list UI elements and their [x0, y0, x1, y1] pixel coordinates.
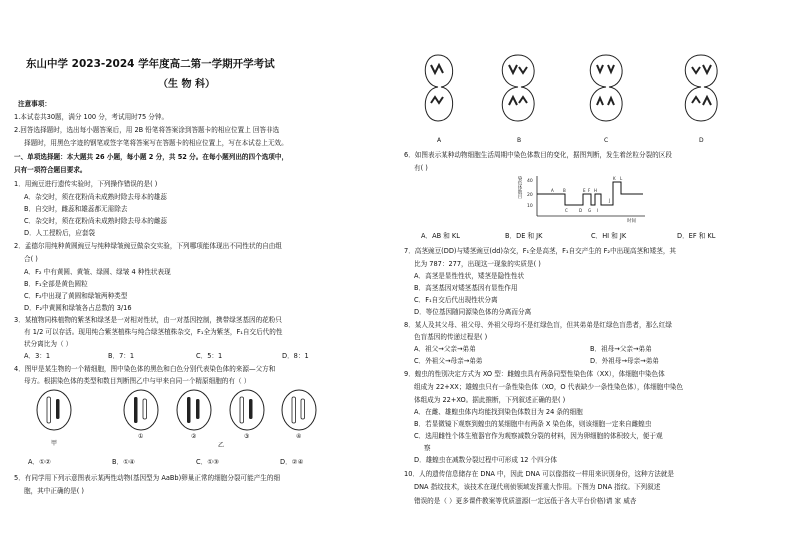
ytick: 20: [527, 193, 533, 198]
x-axis-label: 时间: [627, 219, 636, 224]
exam-title: 东山中学 2023-2024 学年度高二第一学期开学考试: [26, 58, 275, 70]
q4-figure: [0, 388, 397, 448]
q2-option: C．F₂中出现了黄圆和绿皱两种类型: [24, 292, 128, 300]
q7-stem: 比为 787：277，出现这一现象的实质是( ): [414, 260, 541, 268]
q2-stem: 2．孟德尔用纯种黄圆豌豆与纯种绿皱豌豆做杂交实验，下列哪项能体现出不同性状的自由组: [14, 242, 282, 250]
q7-option: B．高茎基因对矮茎基因有显性作用: [414, 284, 518, 292]
q5-label: C: [604, 137, 609, 144]
notes-heading: 注意事项：: [18, 100, 51, 108]
q5-label: B: [517, 137, 522, 144]
q7-option: C．F₁自交后代出现性状分离: [414, 296, 498, 304]
cell-4: [282, 390, 316, 430]
q10-stem: 错误的是（ ）更多课件教案等优质滋源(一定远低于各大平台价格)请 家 威杏: [414, 497, 637, 505]
q3-stem: 有 1/2 可以存活。现用纯合紫茎植株与纯合绿茎植株杂交，F₁全为紫茎，F₁自交后代的性: [24, 328, 283, 336]
cell-d: [685, 55, 717, 121]
note-line: 择题时，用黑色字迹的钢笔或签字笔将答案写在答题卡的相应位置上，写在本试卷上无效。: [24, 139, 288, 147]
q2-option: B．F₁全部是黄色圆粒: [24, 280, 88, 288]
cell-a: [425, 55, 452, 121]
q1-option: B．自交时，雌蕊和雄蕊都无需除去: [24, 205, 128, 213]
q6-option: D．EF 和 KL: [677, 232, 716, 240]
q9-stem: 体组成为 22+XO。据此推断，下列叙述正确的是( ): [414, 396, 566, 404]
q9-option: C．选用雌性个体生殖器官作为观察减数分裂的材料，因为卵细胞的体积较大，便于观: [414, 432, 663, 440]
q1-option: A．杂交时，须在花粉尚未成熟时除去母本的雄蕊: [24, 193, 167, 201]
q8-stem: 色盲基因的传递过程是( ): [414, 333, 488, 341]
note-line: 1.本试卷共30题，满分 100 分，考试用时75 分钟。: [14, 113, 169, 121]
q4-label-yi: 乙: [218, 442, 225, 449]
q3-option: C．5：1: [196, 352, 223, 360]
q8-option: D．外祖母→母亲→弟弟: [590, 357, 659, 365]
segment-label: C: [565, 208, 568, 213]
q5-label: D: [699, 137, 704, 144]
note-line: 2.回答选择题时，选出每小题答案后，用 2B 铅笔将答案涂到答题卡的相应位置上 回答非选: [14, 126, 280, 134]
segment-label: G: [588, 208, 592, 213]
segment-label: A: [551, 188, 554, 193]
q2-option: D．F₂中黄圆和绿皱各占总数的 3/16: [24, 304, 132, 312]
q5-label: A: [437, 137, 442, 144]
segment-label: K: [613, 176, 616, 181]
q8-option: A．祖父→父亲→弟弟: [414, 345, 476, 353]
q10-stem: DNA 指纹技术，该技术在现代刑侦领域发挥重大作用。下图为 DNA 指纹。下列叙述: [414, 483, 661, 491]
q6-option: B．DE 和 JK: [505, 232, 543, 240]
segment-label: H: [594, 188, 598, 193]
q3-option: D．8：1: [282, 352, 309, 360]
q6-option: A．AB 和 KL: [421, 232, 460, 240]
ytick: 40: [527, 179, 533, 184]
q4-stem: 母方。根据染色体的类型和数目判断图乙中与甲来自同一个精原细胞的有（ ）: [24, 377, 251, 385]
q9-option: A．在雌、雄蝗虫体内均能找到染色体数目为 24 条的细胞: [414, 408, 583, 416]
q5-stem: 5．有同学用下列示意图表示某两性动物(基因型为 AaBb)卵巢正常的细胞分裂可能产生的细: [14, 474, 281, 482]
q4-stem: 4．图甲是某生物的一个精细胞，图中染色体的黑色和白色分别代表染色体的来源—父方和: [14, 365, 276, 373]
q3-stem: 状分离比为（ ）: [24, 340, 73, 348]
cell-2: [177, 390, 211, 430]
y-axis-label: 染色体数目: [517, 176, 522, 199]
q9-option: D．雄蝗虫在减数分裂过程中可形成 12 个四分体: [414, 456, 557, 464]
q4-option: A．①②: [28, 458, 51, 466]
q3-option: B．7：1: [108, 352, 135, 360]
q9-option: B．若显微镜下观察到蝗虫的某细胞中有两条 X 染色体，则该细胞一定来自雌蝗虫: [414, 420, 652, 428]
q4-number: ④: [296, 433, 302, 440]
q4-option: B．①④: [112, 458, 135, 466]
q7-stem: 7．高茎豌豆(DD)与矮茎豌豆(dd)杂交，F₁全是高茎，F₁自交产生的 F₂中出现高茎和矮茎，其: [404, 247, 677, 255]
q3-option: A．3：1: [24, 352, 51, 360]
cell-1: [124, 390, 158, 430]
segment-label: E: [583, 188, 586, 193]
q6-option: C．HI 和 JK: [591, 232, 627, 240]
q3-stem: 3．某植物同株植物的紫茎和绿茎是一对相对性状，由一对基因控制，携带绿茎基因的花粉只: [14, 316, 282, 324]
segment-label: J: [609, 198, 611, 203]
q6-chart: [525, 172, 665, 222]
segment-label: L: [620, 176, 623, 181]
q8-stem: 8．某人及其父母、祖父母、外祖父母均不是红绿色盲，但其弟弟是红绿色盲患者，那么红绿: [404, 321, 672, 329]
exam-subtitle: （生 物 科）: [158, 79, 215, 90]
right-column: [397, 0, 794, 560]
q2-stem: 合( ): [24, 255, 38, 263]
q5-stem: 胞，其中正确的是( ): [24, 487, 84, 495]
q4-option: C．①③: [196, 458, 220, 466]
q4-number: ②: [191, 433, 197, 440]
q6-stem: 有( ): [414, 164, 428, 172]
q4-label-jia: 甲: [51, 440, 58, 447]
q8-option: B．祖母→父亲→弟弟: [590, 345, 652, 353]
q9-stem: 9．蝗虫的性别决定方式为 XO 型：雌蝗虫具有两条同型性染色体（XX），体细胞中染色体: [404, 370, 665, 378]
segment-label: I: [597, 208, 599, 213]
cell-b: [502, 55, 534, 121]
q5-figure: [397, 45, 794, 135]
ytick: 10: [527, 204, 533, 209]
q1-stem: 1．用豌豆进行遗传实验时，下列操作错误的是( ): [14, 180, 158, 188]
q6-stem: 6．如图表示某种动物细胞生活周期中染色体数目的变化，据图判断，发生着丝粒分裂的区段: [404, 151, 672, 159]
segment-label: B: [563, 188, 566, 193]
q4-option: D．②④: [280, 458, 304, 466]
q7-option: D．等位基因随同源染色体的分离而分离: [414, 308, 532, 316]
q9-stem: 组成为 22+XX；雄蝗虫只有一条性染色体（XO，O 代表缺少一条性染色体），体细胞中染色: [414, 383, 684, 391]
q7-option: A．高茎是显性性状，矮茎是隐性性状: [414, 272, 525, 280]
q2-option: A．F₂ 中有黄圆、黄皱、绿圆、绿皱 4 种性状表现: [24, 268, 171, 276]
cell-c: [590, 55, 622, 121]
cell-jia: [37, 390, 71, 430]
segment-label: D: [579, 208, 583, 213]
q8-option: C．外祖父→母亲→弟弟: [414, 357, 483, 365]
q1-option: D．人工授粉后，应套袋: [24, 229, 96, 237]
q10-stem: 10．人的遗传信息储存在 DNA 中，因此 DNA 可以像指纹一样用来识别身份，这种方法就是: [404, 470, 675, 478]
q4-number: ①: [138, 433, 144, 440]
segment-label: F: [588, 188, 591, 193]
chromosome-line: [537, 182, 643, 205]
section-heading: 一、单项选择题：本大题共 26 小题，每小题 2 分，共 52 分。在每小题列出的四个选项中，: [14, 153, 289, 161]
q9-option-cont: 察: [424, 444, 431, 452]
q1-option: C．杂交时，须在花粉尚未成熟时除去母本的雌蕊: [24, 217, 168, 225]
section-heading: 只有一项符合题目要求。: [14, 166, 87, 174]
cell-3: [230, 390, 264, 430]
q4-number: ③: [244, 433, 250, 440]
